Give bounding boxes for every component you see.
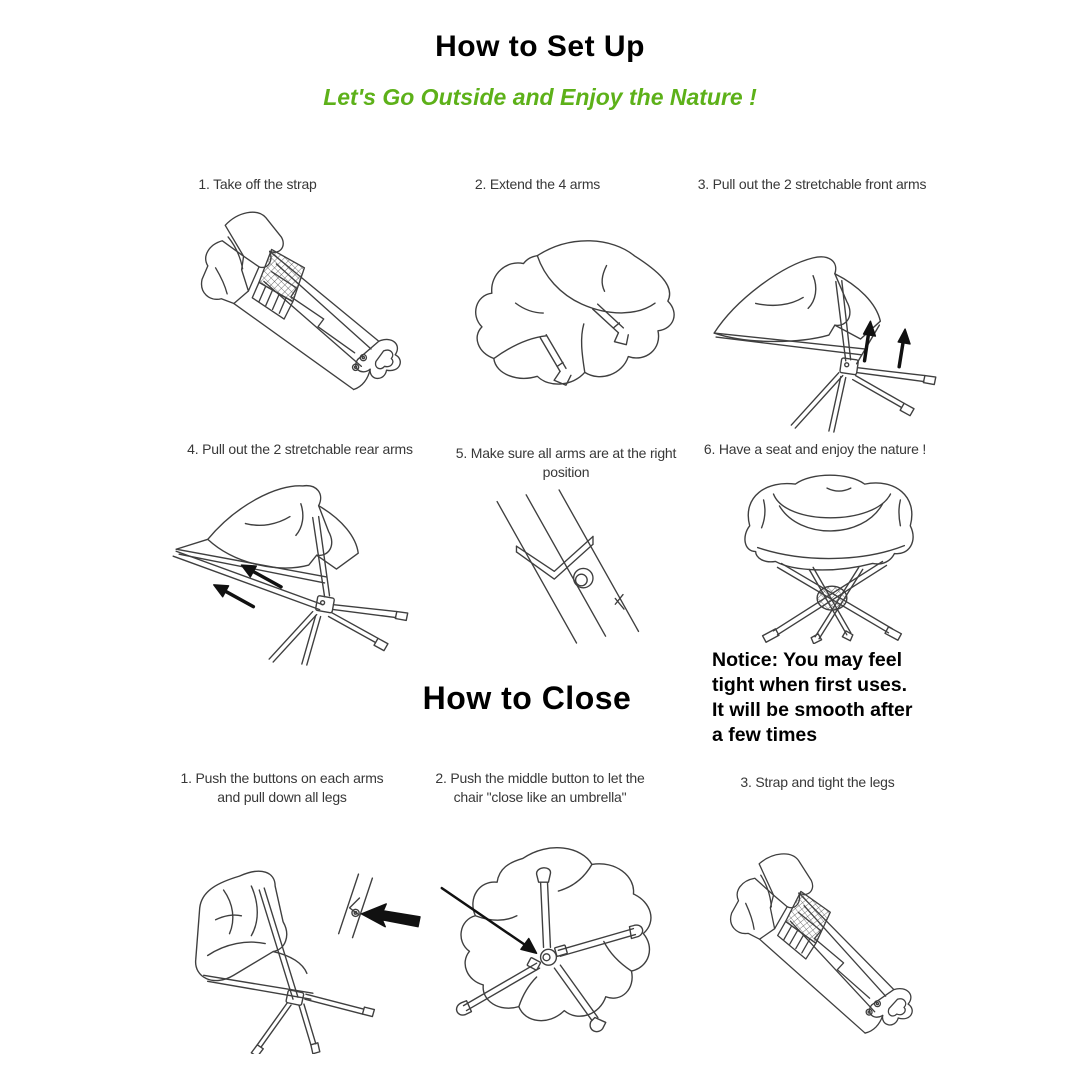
illustration-middle-button — [426, 830, 668, 1044]
notice-text: Notice: You may feel tight when first uses. It will be smooth after a few times — [712, 649, 913, 746]
setup-section-title: How to Set Up — [435, 30, 645, 63]
illustration-assembled-chair — [716, 466, 944, 644]
push-button-arrow-icon — [361, 904, 420, 927]
pull-up-arrow-icon — [864, 321, 911, 367]
illustration-extend-arms — [442, 226, 690, 404]
illustration-strap-legs — [700, 843, 922, 1049]
setup-step-2-label: 2. Extend the 4 arms — [474, 176, 601, 192]
illustration-rear-arms — [156, 478, 414, 666]
close-step-2-label: 2. Push the middle button to let the chair "close like an umbrella" — [435, 770, 645, 805]
setup-subtitle: Let's Go Outside and Enjoy the Nature ! — [323, 84, 757, 110]
setup-step-6-label: 6. Have a seat and enjoy the nature ! — [703, 441, 927, 457]
illustration-arm-joint-closeup — [470, 482, 654, 650]
setup-step-3-label: 3. Pull out the 2 stretchable front arms — [697, 176, 927, 192]
setup-step-5-label: 5. Make sure all arms are at the right position — [455, 445, 677, 480]
setup-step-1-label: 1. Take off the strap — [198, 176, 317, 192]
setup-step-4-label: 4. Pull out the 2 stretchable rear arms — [187, 441, 413, 457]
close-step-3-label: 3. Strap and tight the legs — [740, 774, 895, 790]
push-middle-button-arrow-icon — [442, 888, 537, 953]
close-step-1-label: 1. Push the buttons on each arms and pull down all legs — [180, 770, 384, 805]
illustration-take-off-strap — [172, 206, 404, 404]
illustration-push-buttons — [164, 860, 422, 1054]
close-section-title: How to Close — [422, 680, 632, 716]
illustration-front-arms — [696, 246, 944, 434]
